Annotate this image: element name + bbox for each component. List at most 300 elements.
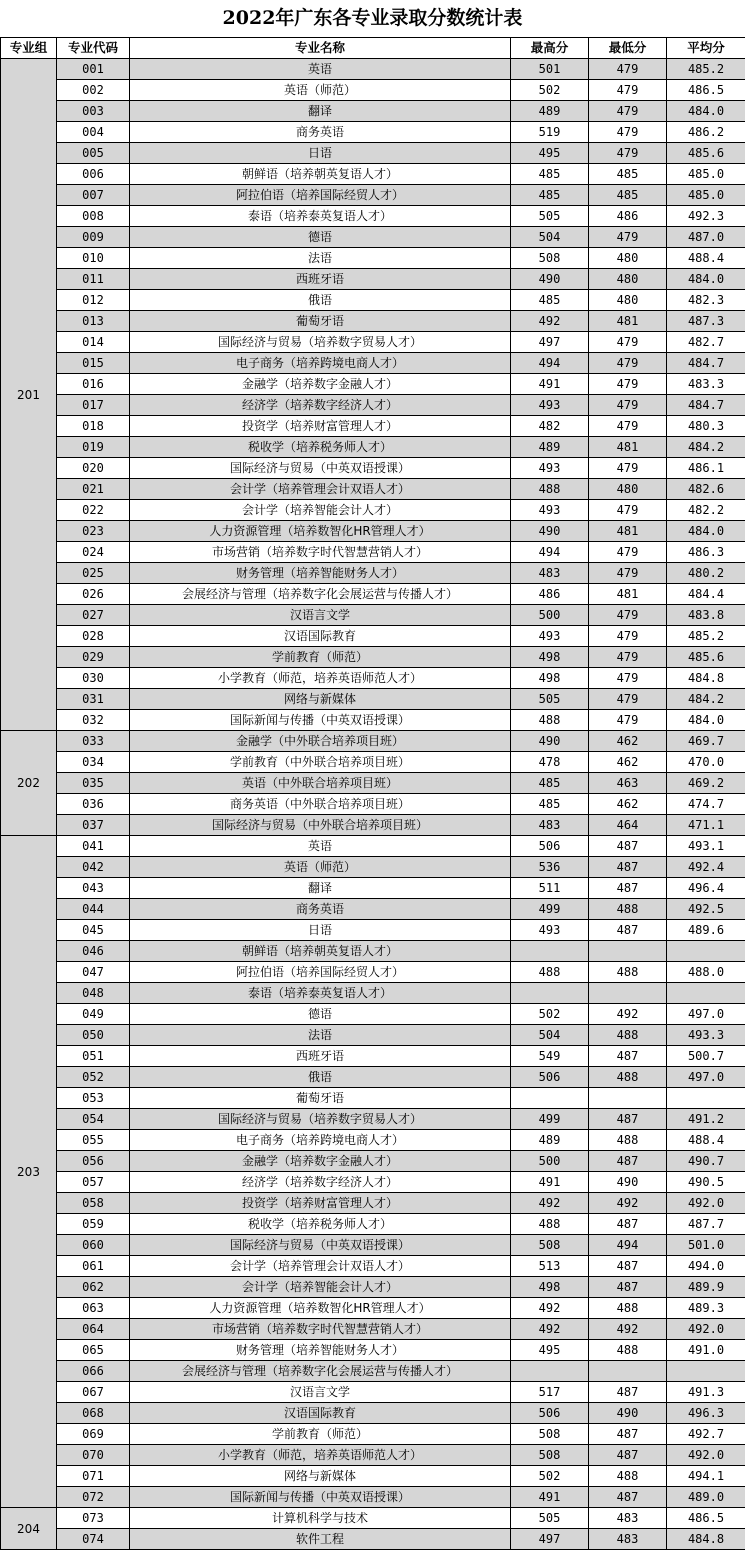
max-score-cell: 493 xyxy=(511,626,589,647)
name-cell: 国际新闻与传播（中英双语授课） xyxy=(130,710,511,731)
avg-score-cell: 496.3 xyxy=(667,1403,745,1424)
max-score-cell: 508 xyxy=(511,248,589,269)
table-row xyxy=(1,353,745,374)
max-score-cell: 485 xyxy=(511,794,589,815)
table-row xyxy=(1,752,745,773)
avg-score-cell: 492.3 xyxy=(667,206,745,227)
min-score-cell: 479 xyxy=(589,80,667,101)
name-cell: 汉语国际教育 xyxy=(130,626,511,647)
code-cell: 033 xyxy=(57,731,130,752)
code-cell: 013 xyxy=(57,311,130,332)
table-row xyxy=(1,1361,745,1382)
avg-score-cell: 487.0 xyxy=(667,227,745,248)
name-cell: 英语（师范） xyxy=(130,80,511,101)
table-row xyxy=(1,248,745,269)
min-score-cell: 479 xyxy=(589,668,667,689)
max-score-cell: 511 xyxy=(511,878,589,899)
min-score-cell: 479 xyxy=(589,689,667,710)
min-score-cell: 481 xyxy=(589,521,667,542)
max-score-cell: 493 xyxy=(511,920,589,941)
name-cell: 会计学（培养智能会计人才） xyxy=(130,500,511,521)
avg-score-cell: 484.2 xyxy=(667,689,745,710)
table-row xyxy=(1,794,745,815)
avg-score-cell: 484.4 xyxy=(667,584,745,605)
table-row xyxy=(1,122,745,143)
name-cell: 翻译 xyxy=(130,878,511,899)
code-cell: 071 xyxy=(57,1466,130,1487)
max-score-cell: 517 xyxy=(511,1382,589,1403)
code-cell: 022 xyxy=(57,500,130,521)
code-cell: 011 xyxy=(57,269,130,290)
table-row xyxy=(1,1046,745,1067)
code-cell: 060 xyxy=(57,1235,130,1256)
table-row xyxy=(1,1508,745,1529)
min-score-cell xyxy=(589,1361,667,1382)
min-score-cell: 488 xyxy=(589,1067,667,1088)
min-score-cell xyxy=(589,1088,667,1109)
max-score-cell: 485 xyxy=(511,164,589,185)
table-row xyxy=(1,1172,745,1193)
name-cell: 英语（中外联合培养项目班） xyxy=(130,773,511,794)
header-avg: 平均分 xyxy=(667,38,745,59)
name-cell: 法语 xyxy=(130,1025,511,1046)
max-score-cell: 492 xyxy=(511,1319,589,1340)
code-cell: 012 xyxy=(57,290,130,311)
table-row xyxy=(1,269,745,290)
avg-score-cell: 471.1 xyxy=(667,815,745,836)
table-row xyxy=(1,626,745,647)
table-header-row xyxy=(1,38,745,59)
code-cell: 049 xyxy=(57,1004,130,1025)
name-cell: 俄语 xyxy=(130,1067,511,1088)
name-cell: 小学教育（师范，培养英语师范人才） xyxy=(130,1445,511,1466)
code-cell: 003 xyxy=(57,101,130,122)
code-cell: 037 xyxy=(57,815,130,836)
name-cell: 税收学（培养税务师人才） xyxy=(130,437,511,458)
avg-score-cell: 492.0 xyxy=(667,1319,745,1340)
name-cell: 小学教育（师范，培养英语师范人才） xyxy=(130,668,511,689)
table-row xyxy=(1,1466,745,1487)
name-cell: 德语 xyxy=(130,1004,511,1025)
group-cell: 203 xyxy=(1,836,57,1508)
min-score-cell: 481 xyxy=(589,584,667,605)
max-score-cell: 489 xyxy=(511,437,589,458)
max-score-cell: 504 xyxy=(511,1025,589,1046)
max-score-cell: 488 xyxy=(511,710,589,731)
avg-score-cell: 485.2 xyxy=(667,59,745,80)
code-cell: 043 xyxy=(57,878,130,899)
max-score-cell: 493 xyxy=(511,500,589,521)
min-score-cell: 487 xyxy=(589,1382,667,1403)
code-cell: 054 xyxy=(57,1109,130,1130)
avg-score-cell: 469.7 xyxy=(667,731,745,752)
avg-score-cell: 469.2 xyxy=(667,773,745,794)
table-row xyxy=(1,647,745,668)
group-cell: 204 xyxy=(1,1508,57,1550)
table-row xyxy=(1,1424,745,1445)
avg-score-cell: 491.2 xyxy=(667,1109,745,1130)
min-score-cell: 479 xyxy=(589,542,667,563)
code-cell: 025 xyxy=(57,563,130,584)
min-score-cell: 479 xyxy=(589,626,667,647)
code-cell: 053 xyxy=(57,1088,130,1109)
table-row xyxy=(1,962,745,983)
code-cell: 074 xyxy=(57,1529,130,1550)
table-row xyxy=(1,1382,745,1403)
name-cell: 软件工程 xyxy=(130,1529,511,1550)
code-cell: 028 xyxy=(57,626,130,647)
max-score-cell: 488 xyxy=(511,962,589,983)
table-row xyxy=(1,101,745,122)
code-cell: 050 xyxy=(57,1025,130,1046)
name-cell: 金融学（培养数字金融人才） xyxy=(130,374,511,395)
code-cell: 047 xyxy=(57,962,130,983)
max-score-cell: 505 xyxy=(511,689,589,710)
min-score-cell: 479 xyxy=(589,416,667,437)
code-cell: 021 xyxy=(57,479,130,500)
name-cell: 网络与新媒体 xyxy=(130,1466,511,1487)
max-score-cell: 504 xyxy=(511,227,589,248)
name-cell: 国际经济与贸易（中外联合培养项目班） xyxy=(130,815,511,836)
name-cell: 商务英语 xyxy=(130,122,511,143)
code-cell: 048 xyxy=(57,983,130,1004)
max-score-cell: 497 xyxy=(511,1529,589,1550)
code-cell: 055 xyxy=(57,1130,130,1151)
table-row xyxy=(1,143,745,164)
max-score-cell: 501 xyxy=(511,59,589,80)
name-cell: 英语 xyxy=(130,836,511,857)
name-cell: 翻译 xyxy=(130,101,511,122)
avg-score-cell: 485.0 xyxy=(667,164,745,185)
min-score-cell: 488 xyxy=(589,1466,667,1487)
min-score-cell: 479 xyxy=(589,122,667,143)
min-score-cell: 479 xyxy=(589,59,667,80)
name-cell: 税收学（培养税务师人才） xyxy=(130,1214,511,1235)
min-score-cell: 492 xyxy=(589,1004,667,1025)
avg-score-cell xyxy=(667,983,745,1004)
name-cell: 投资学（培养财富管理人才） xyxy=(130,416,511,437)
max-score-cell: 490 xyxy=(511,269,589,290)
header-name: 专业名称 xyxy=(130,38,511,59)
code-cell: 067 xyxy=(57,1382,130,1403)
max-score-cell: 499 xyxy=(511,1109,589,1130)
min-score-cell: 480 xyxy=(589,248,667,269)
code-cell: 046 xyxy=(57,941,130,962)
name-cell: 日语 xyxy=(130,143,511,164)
table-row xyxy=(1,1109,745,1130)
code-cell: 072 xyxy=(57,1487,130,1508)
table-row xyxy=(1,374,745,395)
min-score-cell: 462 xyxy=(589,731,667,752)
name-cell: 西班牙语 xyxy=(130,269,511,290)
name-cell: 会展经济与管理（培养数字化会展运营与传播人才） xyxy=(130,584,511,605)
table-row xyxy=(1,542,745,563)
avg-score-cell: 484.8 xyxy=(667,1529,745,1550)
max-score-cell: 502 xyxy=(511,80,589,101)
code-cell: 036 xyxy=(57,794,130,815)
table-row xyxy=(1,584,745,605)
table-row xyxy=(1,668,745,689)
max-score-cell: 519 xyxy=(511,122,589,143)
table-row xyxy=(1,689,745,710)
avg-score-cell: 501.0 xyxy=(667,1235,745,1256)
avg-score-cell: 488.0 xyxy=(667,962,745,983)
code-cell: 024 xyxy=(57,542,130,563)
table-row xyxy=(1,1130,745,1151)
min-score-cell: 487 xyxy=(589,857,667,878)
min-score-cell: 492 xyxy=(589,1193,667,1214)
avg-score-cell: 488.4 xyxy=(667,1130,745,1151)
table-row xyxy=(1,227,745,248)
avg-score-cell: 484.7 xyxy=(667,395,745,416)
avg-score-cell: 483.3 xyxy=(667,374,745,395)
max-score-cell: 502 xyxy=(511,1466,589,1487)
name-cell: 计算机科学与技术 xyxy=(130,1508,511,1529)
avg-score-cell: 491.3 xyxy=(667,1382,745,1403)
code-cell: 045 xyxy=(57,920,130,941)
code-cell: 051 xyxy=(57,1046,130,1067)
avg-score-cell: 490.7 xyxy=(667,1151,745,1172)
name-cell: 英语 xyxy=(130,59,511,80)
avg-score-cell: 486.1 xyxy=(667,458,745,479)
avg-score-cell: 492.0 xyxy=(667,1193,745,1214)
max-score-cell: 506 xyxy=(511,1067,589,1088)
code-cell: 016 xyxy=(57,374,130,395)
table-row xyxy=(1,605,745,626)
min-score-cell: 485 xyxy=(589,185,667,206)
code-cell: 032 xyxy=(57,710,130,731)
max-score-cell: 482 xyxy=(511,416,589,437)
name-cell: 学前教育（中外联合培养项目班） xyxy=(130,752,511,773)
avg-score-cell: 492.4 xyxy=(667,857,745,878)
name-cell: 市场营销（培养数字时代智慧营销人才） xyxy=(130,1319,511,1340)
name-cell: 汉语言文学 xyxy=(130,1382,511,1403)
min-score-cell: 481 xyxy=(589,311,667,332)
table-row xyxy=(1,563,745,584)
avg-score-cell: 487.7 xyxy=(667,1214,745,1235)
min-score-cell: 488 xyxy=(589,899,667,920)
min-score-cell: 487 xyxy=(589,920,667,941)
table-row xyxy=(1,1088,745,1109)
avg-score-cell: 482.3 xyxy=(667,290,745,311)
code-cell: 062 xyxy=(57,1277,130,1298)
max-score-cell: 492 xyxy=(511,311,589,332)
table-row xyxy=(1,1004,745,1025)
code-cell: 018 xyxy=(57,416,130,437)
min-score-cell: 480 xyxy=(589,479,667,500)
max-score-cell: 494 xyxy=(511,353,589,374)
min-score-cell: 479 xyxy=(589,395,667,416)
min-score-cell: 479 xyxy=(589,710,667,731)
code-cell: 015 xyxy=(57,353,130,374)
code-cell: 027 xyxy=(57,605,130,626)
avg-score-cell: 492.5 xyxy=(667,899,745,920)
avg-score-cell xyxy=(667,941,745,962)
avg-score-cell: 494.1 xyxy=(667,1466,745,1487)
table-row xyxy=(1,1214,745,1235)
code-cell: 035 xyxy=(57,773,130,794)
group-cell: 201 xyxy=(1,59,57,731)
max-score-cell xyxy=(511,983,589,1004)
avg-score-cell: 484.0 xyxy=(667,269,745,290)
table-row xyxy=(1,1340,745,1361)
name-cell: 国际新闻与传播（中英双语授课） xyxy=(130,1487,511,1508)
name-cell: 葡萄牙语 xyxy=(130,311,511,332)
min-score-cell: 483 xyxy=(589,1529,667,1550)
code-cell: 010 xyxy=(57,248,130,269)
avg-score-cell: 486.3 xyxy=(667,542,745,563)
max-score-cell: 495 xyxy=(511,1340,589,1361)
code-cell: 052 xyxy=(57,1067,130,1088)
min-score-cell: 479 xyxy=(589,101,667,122)
avg-score-cell: 484.2 xyxy=(667,437,745,458)
max-score-cell: 498 xyxy=(511,647,589,668)
avg-score-cell: 497.0 xyxy=(667,1067,745,1088)
code-cell: 065 xyxy=(57,1340,130,1361)
max-score-cell: 491 xyxy=(511,1172,589,1193)
name-cell: 商务英语 xyxy=(130,899,511,920)
code-cell: 023 xyxy=(57,521,130,542)
header-max: 最高分 xyxy=(511,38,589,59)
code-cell: 063 xyxy=(57,1298,130,1319)
code-cell: 034 xyxy=(57,752,130,773)
min-score-cell xyxy=(589,941,667,962)
max-score-cell: 499 xyxy=(511,899,589,920)
max-score-cell: 483 xyxy=(511,563,589,584)
name-cell: 金融学（中外联合培养项目班） xyxy=(130,731,511,752)
max-score-cell: 492 xyxy=(511,1193,589,1214)
table-row xyxy=(1,332,745,353)
min-score-cell: 488 xyxy=(589,1130,667,1151)
avg-score-cell: 480.2 xyxy=(667,563,745,584)
min-score-cell: 487 xyxy=(589,878,667,899)
name-cell: 阿拉伯语（培养国际经贸人才） xyxy=(130,185,511,206)
table-row xyxy=(1,437,745,458)
name-cell: 网络与新媒体 xyxy=(130,689,511,710)
max-score-cell: 489 xyxy=(511,1130,589,1151)
avg-score-cell: 493.1 xyxy=(667,836,745,857)
avg-score-cell: 483.8 xyxy=(667,605,745,626)
min-score-cell: 492 xyxy=(589,1319,667,1340)
table-row xyxy=(1,500,745,521)
table-row xyxy=(1,983,745,1004)
name-cell: 学前教育（师范） xyxy=(130,1424,511,1445)
table-row xyxy=(1,941,745,962)
name-cell: 德语 xyxy=(130,227,511,248)
min-score-cell: 480 xyxy=(589,269,667,290)
name-cell: 人力资源管理（培养数智化HR管理人才） xyxy=(130,1298,511,1319)
min-score-cell: 464 xyxy=(589,815,667,836)
code-cell: 031 xyxy=(57,689,130,710)
table-row xyxy=(1,1277,745,1298)
code-cell: 068 xyxy=(57,1403,130,1424)
max-score-cell: 493 xyxy=(511,395,589,416)
avg-score-cell: 489.9 xyxy=(667,1277,745,1298)
table-row xyxy=(1,59,745,80)
avg-score-cell: 488.4 xyxy=(667,248,745,269)
avg-score-cell: 497.0 xyxy=(667,1004,745,1025)
name-cell: 电子商务（培养跨境电商人才） xyxy=(130,353,511,374)
min-score-cell: 487 xyxy=(589,1424,667,1445)
avg-score-cell: 486.5 xyxy=(667,80,745,101)
max-score-cell: 506 xyxy=(511,836,589,857)
name-cell: 国际经济与贸易（培养数字贸易人才） xyxy=(130,332,511,353)
code-cell: 001 xyxy=(57,59,130,80)
max-score-cell: 485 xyxy=(511,773,589,794)
code-cell: 042 xyxy=(57,857,130,878)
name-cell: 学前教育（师范） xyxy=(130,647,511,668)
code-cell: 005 xyxy=(57,143,130,164)
max-score-cell: 494 xyxy=(511,542,589,563)
min-score-cell: 487 xyxy=(589,1046,667,1067)
table-row xyxy=(1,899,745,920)
table-row xyxy=(1,185,745,206)
name-cell: 阿拉伯语（培养国际经贸人才） xyxy=(130,962,511,983)
min-score-cell: 462 xyxy=(589,794,667,815)
avg-score-cell: 487.3 xyxy=(667,311,745,332)
avg-score-cell: 484.0 xyxy=(667,101,745,122)
code-cell: 057 xyxy=(57,1172,130,1193)
code-cell: 026 xyxy=(57,584,130,605)
code-cell: 058 xyxy=(57,1193,130,1214)
min-score-cell: 487 xyxy=(589,1487,667,1508)
max-score-cell: 486 xyxy=(511,584,589,605)
min-score-cell: 488 xyxy=(589,1298,667,1319)
code-cell: 008 xyxy=(57,206,130,227)
min-score-cell: 481 xyxy=(589,437,667,458)
name-cell: 西班牙语 xyxy=(130,1046,511,1067)
code-cell: 014 xyxy=(57,332,130,353)
name-cell: 财务管理（培养智能财务人才） xyxy=(130,563,511,584)
avg-score-cell: 494.0 xyxy=(667,1256,745,1277)
code-cell: 066 xyxy=(57,1361,130,1382)
min-score-cell: 487 xyxy=(589,1445,667,1466)
name-cell: 电子商务（培养跨境电商人才） xyxy=(130,1130,511,1151)
max-score-cell: 497 xyxy=(511,332,589,353)
name-cell: 市场营销（培养数字时代智慧营销人才） xyxy=(130,542,511,563)
min-score-cell: 486 xyxy=(589,206,667,227)
avg-score-cell: 496.4 xyxy=(667,878,745,899)
min-score-cell: 479 xyxy=(589,563,667,584)
min-score-cell: 479 xyxy=(589,227,667,248)
max-score-cell: 490 xyxy=(511,521,589,542)
max-score-cell: 498 xyxy=(511,668,589,689)
max-score-cell: 500 xyxy=(511,605,589,626)
avg-score-cell xyxy=(667,1088,745,1109)
max-score-cell: 536 xyxy=(511,857,589,878)
avg-score-cell: 492.0 xyxy=(667,1445,745,1466)
table-row xyxy=(1,1403,745,1424)
min-score-cell xyxy=(589,983,667,1004)
max-score-cell: 488 xyxy=(511,479,589,500)
min-score-cell: 483 xyxy=(589,1508,667,1529)
min-score-cell: 480 xyxy=(589,290,667,311)
group-cell: 202 xyxy=(1,731,57,836)
name-cell: 经济学（培养数字经济人才） xyxy=(130,395,511,416)
name-cell: 经济学（培养数字经济人才） xyxy=(130,1172,511,1193)
name-cell: 汉语言文学 xyxy=(130,605,511,626)
min-score-cell: 485 xyxy=(589,164,667,185)
table-row xyxy=(1,416,745,437)
min-score-cell: 490 xyxy=(589,1403,667,1424)
max-score-cell: 508 xyxy=(511,1445,589,1466)
max-score-cell: 508 xyxy=(511,1235,589,1256)
code-cell: 020 xyxy=(57,458,130,479)
name-cell: 泰语（培养泰英复语人才） xyxy=(130,983,511,1004)
table-row xyxy=(1,836,745,857)
avg-score-cell: 484.7 xyxy=(667,353,745,374)
avg-score-cell: 489.6 xyxy=(667,920,745,941)
